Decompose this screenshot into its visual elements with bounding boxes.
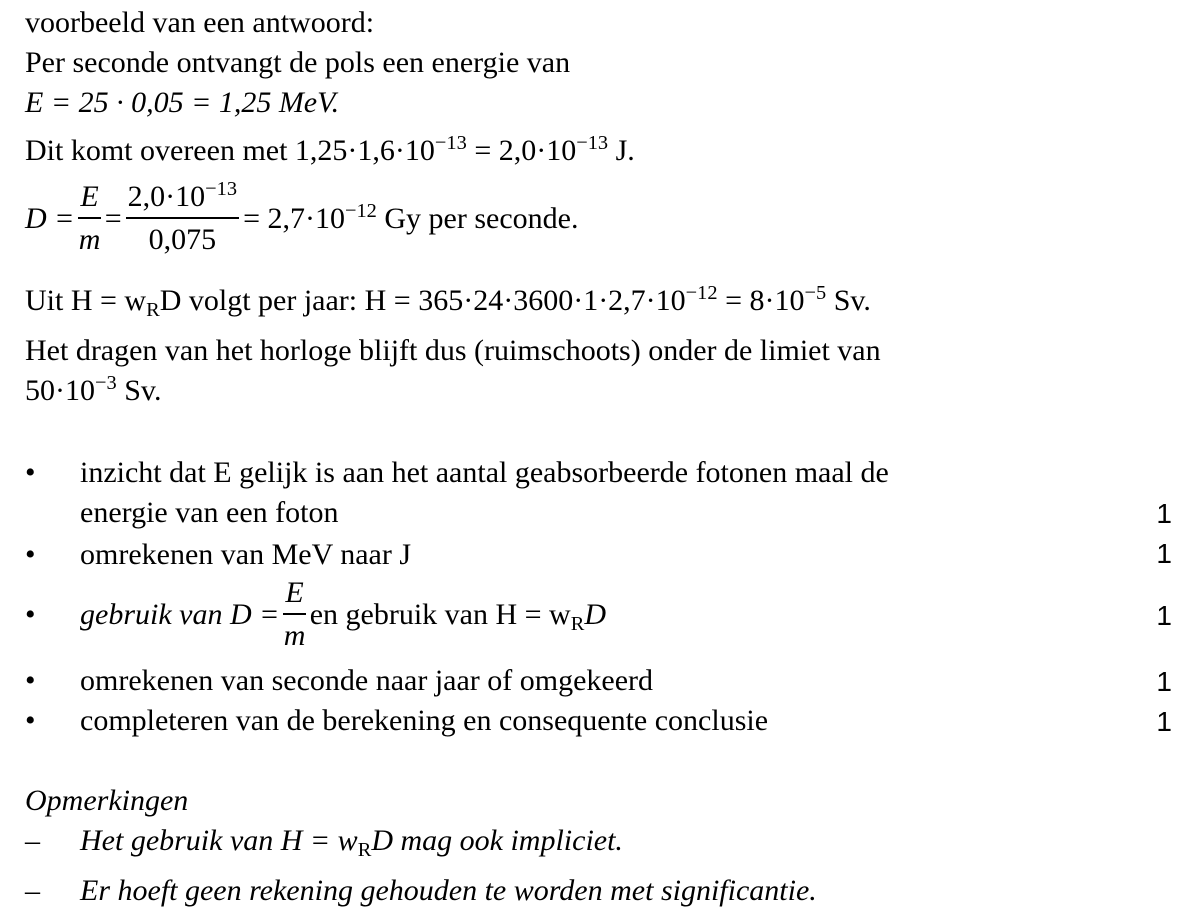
limit-base: 50·10 <box>25 374 95 407</box>
criterion-mid-wrap <box>309 597 607 635</box>
annual-mid2: = 8·10 <box>717 284 805 317</box>
annual-pre: Uit H = w <box>25 284 147 317</box>
conversion-pre: Dit komt overeen met 1,25·1,6·10 <box>25 134 435 167</box>
dose-frac1-numerator: E <box>78 180 100 219</box>
criterion-text: omrekenen van MeV naar J <box>80 538 411 571</box>
dash-icon: – <box>25 874 40 907</box>
criterion-pre: gebruik van D = <box>80 597 280 631</box>
criterion-score: 1 <box>1156 666 1172 697</box>
criterion-sub: R <box>570 612 585 635</box>
annual-mid: D volgt per jaar: H = 365·24·3600·1·2,7·10 <box>159 284 686 317</box>
remarks-heading: Opmerkingen <box>25 784 189 817</box>
conversion-mid: = 2,0·10 <box>466 134 577 167</box>
remark-post: D mag ook impliciet. <box>371 824 623 857</box>
dose-rhs <box>243 199 579 235</box>
conversion-line <box>25 131 635 167</box>
conversion-exp2: −13 <box>576 131 609 154</box>
bullet-icon: • <box>25 598 36 631</box>
annual-sub: R <box>146 299 160 322</box>
dose-frac2-num-base: 2,0·10 <box>127 180 206 213</box>
criterion-text: completeren van de berekening en consequente conclusie <box>80 704 769 737</box>
criterion-score: 1 <box>1156 498 1172 529</box>
bullet-icon: • <box>25 456 36 489</box>
dose-fraction-values <box>126 177 239 257</box>
annual-post: Sv. <box>826 284 871 317</box>
conversion-post: J. <box>608 134 635 167</box>
dose-equation-line <box>25 177 579 257</box>
criterion-score: 1 <box>1156 706 1172 737</box>
criterion-post: D <box>584 597 607 631</box>
conclusion-line2 <box>25 371 162 407</box>
remark-pre: Het gebruik van H = w <box>80 824 358 857</box>
dose-lhs: D = <box>25 201 75 235</box>
criterion-text-line2: energie van een foton <box>80 496 339 529</box>
criterion-fraction <box>283 576 305 653</box>
conversion-exp1: −13 <box>434 131 467 154</box>
dose-frac2-denominator: 0,075 <box>148 222 217 256</box>
dose-frac2-num-exp: −13 <box>205 177 238 200</box>
annual-exp1: −12 <box>685 281 718 304</box>
dash-icon: – <box>25 824 40 857</box>
criterion-text-line1: inzicht dat E gelijk is aan het aantal geabsorbeerde fotonen maal de <box>80 456 889 489</box>
criterion-frac-denominator: m <box>283 618 306 652</box>
dose-rhs-post: Gy per seconde. <box>376 201 579 235</box>
criterion-score: 1 <box>1156 538 1172 569</box>
dose-eq1: = <box>104 201 122 235</box>
energy-equation: E = 25 · 0,05 = 1,25 MeV. <box>25 86 340 119</box>
limit-exp: −3 <box>95 371 117 394</box>
dose-frac2-numerator <box>126 177 239 219</box>
dose-fraction-e-over-m <box>78 180 100 257</box>
dose-rhs-base: = 2,7·10 <box>243 201 345 235</box>
bullet-icon: • <box>25 704 36 737</box>
criterion-text-formula <box>80 576 606 653</box>
criterion-text: omrekenen van seconde naar jaar of omgekeerd <box>80 664 654 697</box>
remark-sub: R <box>357 839 372 862</box>
bullet-icon: • <box>25 664 36 697</box>
criterion-score: 1 <box>1156 600 1172 631</box>
energy-intro-line: Per seconde ontvangt de pols een energie van <box>25 46 571 79</box>
energy-equation-line <box>25 88 339 118</box>
criterion-frac-numerator: E <box>283 576 305 615</box>
criterion-mid: en gebruik van H = w <box>309 597 571 631</box>
remark-text <box>80 824 623 862</box>
remark-text: Er hoeft geen rekening gehouden te worden met significantie. <box>80 874 817 907</box>
annual-dose-line <box>25 281 871 322</box>
bullet-icon: • <box>25 538 36 571</box>
dose-rhs-exp: −12 <box>344 199 377 222</box>
answer-heading: voorbeeld van een antwoord: <box>25 6 375 39</box>
dose-frac1-denominator: m <box>78 222 101 256</box>
conclusion-line1: Het dragen van het horloge blijft dus (ruimschoots) onder de limiet van <box>25 334 881 367</box>
annual-exp2: −5 <box>804 281 827 304</box>
limit-unit: Sv. <box>116 374 162 407</box>
